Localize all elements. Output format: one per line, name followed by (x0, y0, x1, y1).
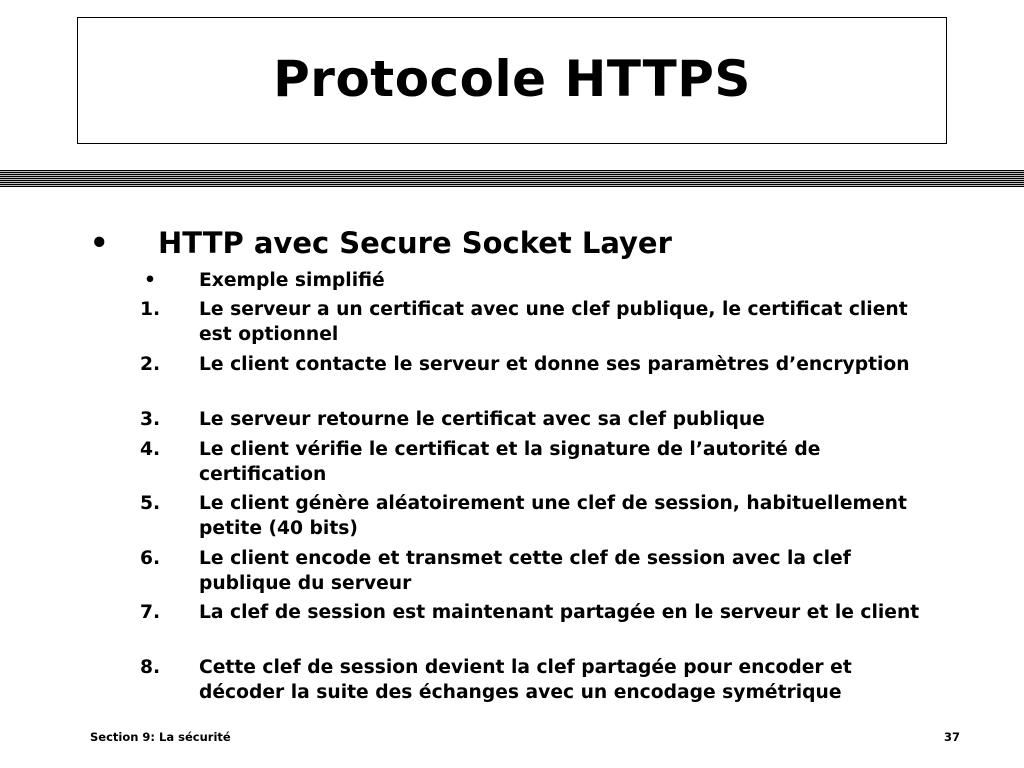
step-number: 4. (140, 439, 161, 460)
step-text: Le serveur retourne le certificat avec sa clef publique (199, 409, 765, 430)
step-number: 3. (140, 409, 161, 430)
footer-page-number: 37 (943, 730, 960, 744)
step-text: Cette clef de session devient la clef partagée pour encoder et décoder la suite des échanges avec un encodage symétrique (199, 657, 852, 703)
example-item (140, 268, 940, 293)
main-bullet-text: HTTP avec Secure Socket Layer (158, 226, 672, 260)
step-item (140, 600, 940, 625)
step-item (140, 491, 940, 541)
step-item (140, 437, 940, 487)
step-item (140, 297, 940, 347)
step-text: La clef de session est maintenant partagée en le serveur et le client (199, 602, 920, 623)
step-text: Le client contacte le serveur et donne ses paramètres d’encryption (199, 354, 910, 375)
step-text: Le serveur a un certificat avec une clef publique, le certificat client est optionnel (199, 299, 908, 345)
slide-title: Protocole HTTPS (273, 49, 751, 108)
example-bullet-marker: • (144, 270, 156, 291)
step-text: Le client encode et transmet cette clef de session avec la clef publique du serveur (199, 548, 851, 594)
step-item (140, 546, 940, 596)
step-number: 7. (140, 602, 161, 623)
step-text: Le client vérifie le certificat et la signature de l’autorité de certification (199, 439, 821, 485)
step-number: 2. (140, 354, 161, 375)
step-item (140, 655, 940, 705)
main-bullet-marker: • (90, 226, 109, 260)
step-item (140, 352, 940, 377)
step-number: 1. (140, 299, 161, 320)
step-text: Le client génère aléatoirement une clef de session, habituellement petite (40 bits) (199, 493, 907, 539)
step-number: 6. (140, 548, 161, 569)
step-number: 8. (140, 657, 161, 678)
example-label: Exemple simplifié (199, 270, 385, 291)
title-box (77, 17, 947, 144)
header-divider (0, 170, 1024, 187)
step-number: 5. (140, 493, 161, 514)
step-item (140, 407, 940, 432)
footer-section: Section 9: La sécurité (90, 730, 231, 744)
